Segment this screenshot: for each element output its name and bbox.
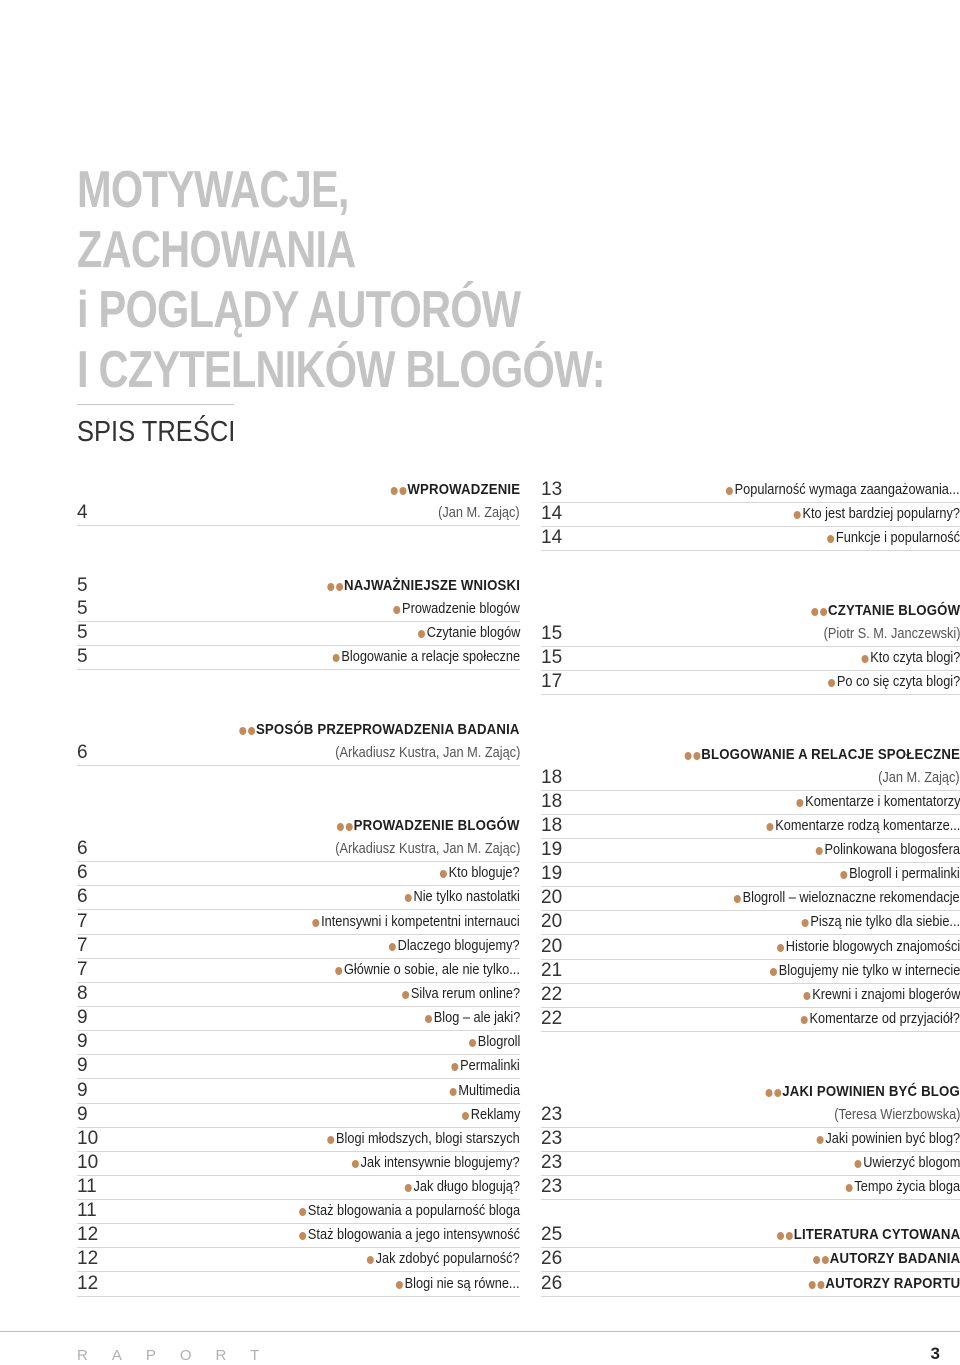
bullet-icon [332,654,339,662]
toc-page-number: 20 [541,911,563,932]
toc-entry [77,983,520,1007]
toc-entry [77,646,520,670]
toc-page-number: 9 [77,1007,88,1028]
toc-text: Reklamy [470,1107,520,1123]
toc-text: (Teresa Wierzbowska) [833,1107,960,1123]
bullet-icon [425,1015,432,1023]
toc-text: Piszą nie tylko dla siebie... [810,914,960,930]
bullet-icon [734,895,741,903]
toc-text: Jaki powinien być blog? [825,1131,960,1147]
toc-item-label [828,672,960,692]
toc-page-number: 4 [77,502,88,523]
toc-text: Nie tylko nastolatki [413,889,520,905]
toc-page-number: 23 [541,1128,563,1149]
toc-text: Popularność wymaga zaangażowania... [735,482,960,498]
toc-entry [541,479,960,503]
toc-page-number: 12 [77,1248,99,1269]
toc-page-number: 11 [77,1176,97,1197]
bullet-icon [785,1232,792,1240]
bullet-icon [405,894,412,902]
toc-page-number: 5 [77,622,88,643]
toc-section-heading [766,1082,960,1102]
toc-item-label [734,888,960,908]
bullet-icon [299,1208,306,1216]
toc-text: Blogowanie a relacje społeczne [341,649,520,665]
title-line-2: ZACHOWANIA [77,221,356,279]
toc-page-number: 20 [541,887,563,908]
toc-page-number: 18 [541,767,563,788]
bullet-icon [777,1232,784,1240]
toc-page-number: 9 [77,1055,88,1076]
toc-entry [541,1248,960,1272]
toc-page-number: 13 [541,479,563,500]
toc-entry [77,1200,520,1224]
bullet-icon [393,606,400,614]
bullet-icon [452,1063,459,1071]
toc-page-number: 5 [77,575,88,596]
bullet-icon [774,1089,781,1097]
toc-entry [77,886,520,910]
report-title [77,160,605,400]
toc-entry [541,887,960,911]
bullet-icon [389,943,396,951]
toc-item-label [440,863,520,883]
toc-item-label [299,1201,520,1221]
toc-text: WPROWADZENIE [407,481,520,498]
toc-text: Prowadzenie blogów [402,601,520,617]
bullet-icon [367,1256,374,1264]
toc-text: Jak długo blogują? [413,1179,520,1195]
toc-entry [77,598,520,622]
bullet-icon [693,752,700,760]
toc-entry [541,839,960,863]
toc-text: Staż blogowania a popularność bloga [307,1203,520,1219]
toc-text: Uwierzyć blogom [862,1155,960,1171]
toc-item-label [299,1225,520,1245]
toc-entry [541,767,960,791]
toc-page-number: 26 [541,1273,563,1294]
bullet-icon [770,968,777,976]
toc-item-label [803,985,960,1005]
bullet-icon [794,511,801,519]
toc-entry [77,1055,520,1079]
bullet-icon [766,823,773,831]
toc-entry [77,814,520,838]
toc-page-number: 6 [77,862,88,883]
toc-item-label [777,937,960,957]
toc-text: PROWADZENIE BLOGÓW [354,817,520,834]
toc-item-label [452,1056,520,1076]
toc-entry [77,1031,520,1055]
toc-item-label [462,1105,520,1125]
toc-text: Multimedia [458,1083,520,1099]
toc-item-label [332,647,520,667]
toc-entry [77,718,520,742]
toc-text: (Arkadiusz Kustra, Jan M. Zając) [334,745,520,761]
toc-entry [541,623,960,647]
toc-entry [541,1176,960,1200]
bullet-icon [346,823,353,831]
toc-entry [77,1248,520,1272]
toc-entry [77,502,520,526]
toc-item-label [396,1274,520,1294]
toc-section-heading [813,1249,960,1269]
bullet-icon [240,727,247,735]
toc-text: SPOSÓB PRZEPROWADZENIA BADANIA [256,721,520,738]
toc-page-number: 18 [541,815,563,836]
toc-item-label [816,840,960,860]
toc-page-number: 8 [77,983,88,1004]
toc-item-label [450,1081,520,1101]
toc-text: Silva rerum online? [410,986,520,1002]
toc-entry [541,1152,960,1176]
bullet-icon [405,1184,412,1192]
bullet-icon [337,823,344,831]
toc-text: AUTORZY BADANIA [829,1250,960,1267]
bullet-icon [418,630,425,638]
toc-entry [77,742,520,766]
bullet-icon [390,487,397,495]
toc-item-label [770,961,960,981]
bullet-icon [352,1160,359,1168]
bullet-icon [299,1232,306,1240]
toc-text: Blogroll i permalinki [849,866,960,882]
toc-page-number: 23 [541,1176,563,1197]
toc-item-label [796,792,960,812]
toc-page-number: 7 [77,911,88,932]
toc-text: Blogi młodszych, blogi starszych [336,1131,520,1147]
toc-entry [541,647,960,671]
toc-item-label [766,816,960,836]
toc-item-label [405,887,520,907]
toc-item-label [846,1177,960,1197]
toc-item-label [402,984,520,1004]
toc-page-number: 9 [77,1080,88,1101]
toc-text: CZYTANIE BLOGÓW [827,602,960,619]
toc-text: Funkcje i popularność [835,530,960,546]
toc-page-number: 5 [77,646,88,667]
bullet-icon [861,655,868,663]
toc-text: Polinkowana blogosfera [824,842,960,858]
bullet-icon [813,1256,820,1264]
bullet-icon [801,1016,808,1024]
toc-item-label [801,1009,960,1029]
toc-text: Po co się czyta blogi? [836,674,960,690]
toc-text: Czytanie blogów [426,625,520,641]
toc-text: Komentarze od przyjaciół? [809,1011,960,1027]
bullet-icon [313,919,320,927]
toc-entry [77,1224,520,1248]
toc-entry [541,863,960,887]
toc-page-number: 5 [77,598,88,619]
bullet-icon [846,1184,853,1192]
toc-entry [541,960,960,984]
toc-item-label [405,1177,520,1197]
toc-section-heading [777,1225,960,1245]
bullet-icon [811,608,818,616]
toc-item-label [816,1129,960,1149]
toc-entry [541,911,960,935]
toc-page-number: 7 [77,959,88,980]
toc-section-heading [390,480,520,500]
toc-page-number: 10 [77,1128,99,1149]
toc-entry [77,1104,520,1128]
toc-item-label [841,864,960,884]
toc-text: Kto jest bardziej popularny? [802,506,960,522]
toc-text: NAJWAŻNIEJSZE WNIOSKI [343,577,520,594]
bullet-icon [399,487,406,495]
toc-item-label [313,912,520,932]
toc-page-number: 14 [541,503,563,524]
toc-page-number: 23 [541,1152,563,1173]
toc-entry [77,1273,520,1297]
bullet-icon [808,1281,815,1289]
toc-entry [77,838,520,862]
toc-entry [541,743,960,767]
toc-text: Kto czyta blogi? [869,650,960,666]
toc-section-heading [684,745,960,765]
toc-entry [541,1008,960,1032]
toc-page-number: 12 [77,1273,99,1294]
toc-author [438,503,520,523]
toc-page-number: 18 [541,791,563,812]
bullet-icon [827,535,834,543]
toc-text: Komentarze rodzą komentarze... [774,818,960,834]
toc-page-number: 6 [77,886,88,907]
toc-item-label [827,528,960,548]
toc-text: Staż blogowania a jego intensywność [307,1227,520,1243]
bullet-icon [822,1256,829,1264]
page-number: 3 [930,1344,940,1363]
toc-entry [77,1080,520,1104]
bullet-icon [817,1281,824,1289]
toc-entry [541,671,960,695]
toc-text: AUTORZY RAPORTU [825,1275,960,1292]
toc-text: Kto bloguje? [449,865,520,881]
bullet-icon [328,1136,335,1144]
title-line-3: i POGLĄDY AUTORÓW [77,281,521,339]
bullet-icon [396,1281,403,1289]
toc-text: BLOGOWANIE A RELACJE SPOŁECZNE [701,746,960,763]
toc-page-number: 22 [541,1008,563,1029]
toc-section-heading [240,720,520,740]
toc-text: Dlaczego blogujemy? [397,938,520,954]
toc-page-number: 21 [541,960,563,981]
toc-entry [541,503,960,527]
bullet-icon [402,991,409,999]
bullet-icon [803,992,810,1000]
toc-author [335,743,520,763]
toc-heading: SPIS TREŚCI [77,416,236,448]
toc-page-number: 12 [77,1224,99,1245]
toc-text: Jak zdobyć popularność? [375,1251,520,1267]
bullet-icon [802,919,809,927]
bullet-icon [248,727,255,735]
toc-entry [77,1128,520,1152]
toc-text: (Jan M. Zając) [438,505,520,521]
toc-page-number: 19 [541,839,563,860]
toc-text: Blogroll – wieloznaczne rekomendacje [742,890,960,906]
bullet-icon [816,1136,823,1144]
toc-page-number: 20 [541,936,563,957]
toc-text: Blog – ale jaki? [433,1010,520,1026]
toc-item-label [328,1129,520,1149]
toc-item-label [367,1249,520,1269]
toc-page-number: 7 [77,935,88,956]
toc-item-label [352,1153,520,1173]
toc-text: Intensywni i kompetentni internauci [321,914,520,930]
toc-item-label [802,912,960,932]
footer-divider [0,1331,960,1332]
toc-entry [77,622,520,646]
toc-item-label [335,960,520,980]
toc-entry [541,1224,960,1248]
bullet-icon [462,1112,469,1120]
toc-entry [541,815,960,839]
title-line-4: I CZYTELNIKÓW BLOGÓW: [77,341,605,399]
bullet-icon [841,871,848,879]
bullet-icon [440,870,447,878]
toc-section-heading [811,601,960,621]
toc-entry [77,478,520,502]
toc-entry [541,936,960,960]
toc-entry [541,527,960,551]
toc-text: Historie blogowych znajomości [785,939,960,955]
toc-page-number: 15 [541,623,563,644]
toc-entry [77,935,520,959]
bullet-icon [450,1088,457,1096]
toc-item-label [425,1008,520,1028]
toc-text: Tempo życia bloga [854,1179,960,1195]
toc-item-label [389,936,520,956]
footer-running-title: RAPORT [77,1347,284,1364]
toc-page-number: 22 [541,984,563,1005]
toc-page-number: 15 [541,647,563,668]
toc-page-number: 6 [77,742,88,763]
bullet-icon [336,583,343,591]
toc-author [823,624,960,644]
subtitle-divider [77,404,234,405]
bullet-icon [854,1160,861,1168]
toc-entry [541,1128,960,1152]
bullet-icon [796,799,803,807]
toc-text: Głównie o sobie, ale nie tylko... [344,962,520,978]
toc-text: Permalinki [460,1058,520,1074]
toc-item-label [469,1032,520,1052]
toc-text: Blogroll [477,1034,520,1050]
toc-entry [77,1007,520,1031]
bullet-icon [820,608,827,616]
toc-entry [541,1104,960,1128]
toc-page-number: 25 [541,1224,563,1245]
toc-item-label [393,599,520,619]
bullet-icon [816,847,823,855]
toc-text: LITERATURA CYTOWANA [793,1226,960,1243]
toc-author [335,839,520,859]
toc-text: (Arkadiusz Kustra, Jan M. Zając) [334,841,520,857]
toc-item-label [726,480,960,500]
toc-page-number: 17 [541,671,563,692]
toc-entry [77,959,520,983]
toc-section-heading [327,576,520,596]
toc-entry [541,1273,960,1297]
toc-page-number: 26 [541,1248,563,1269]
bullet-icon [335,967,342,975]
toc-entry [77,911,520,935]
bullet-icon [726,487,733,495]
toc-page-number: 19 [541,863,563,884]
toc-section-heading [337,816,520,836]
toc-text: (Jan M. Zając) [878,770,960,786]
toc-text: Krewni i znajomi blogerów [811,987,960,1003]
toc-author [878,768,960,788]
toc-entry [77,862,520,886]
toc-page-number: 11 [77,1200,97,1221]
toc-entry [77,574,520,598]
toc-item-label [794,504,960,524]
toc-item-label [861,648,960,668]
toc-page-number: 6 [77,838,88,859]
title-line-1: MOTYWACJE, [77,161,349,219]
toc-text: Jak intensywnie blogujemy? [361,1155,520,1171]
toc-entry [541,984,960,1008]
toc-entry [541,791,960,815]
bullet-icon [828,679,835,687]
toc-entry [541,1080,960,1104]
toc-entry [77,1176,520,1200]
bullet-icon [684,752,691,760]
toc-text: Blogi nie są równe... [405,1276,520,1292]
toc-entry [541,599,960,623]
toc-text: Blogujemy nie tylko w internecie [778,963,960,979]
bullet-icon [766,1089,773,1097]
toc-entry [77,1152,520,1176]
toc-page-number: 14 [541,527,563,548]
toc-page-number: 9 [77,1104,88,1125]
bullet-icon [469,1039,476,1047]
toc-item-label [854,1153,960,1173]
bullet-icon [777,944,784,952]
toc-item-label [418,623,520,643]
toc-page-number: 23 [541,1104,563,1125]
toc-text: JAKI POWINIEN BYĆ BLOG [782,1083,960,1100]
bullet-icon [327,583,334,591]
toc-author [834,1105,960,1125]
toc-page-number: 10 [77,1152,99,1173]
toc-text: (Piotr S. M. Janczewski) [823,626,960,642]
toc-page-number: 9 [77,1031,88,1052]
toc-text: Komentarze i komentatorzy [804,794,960,810]
toc-section-heading [808,1274,960,1294]
